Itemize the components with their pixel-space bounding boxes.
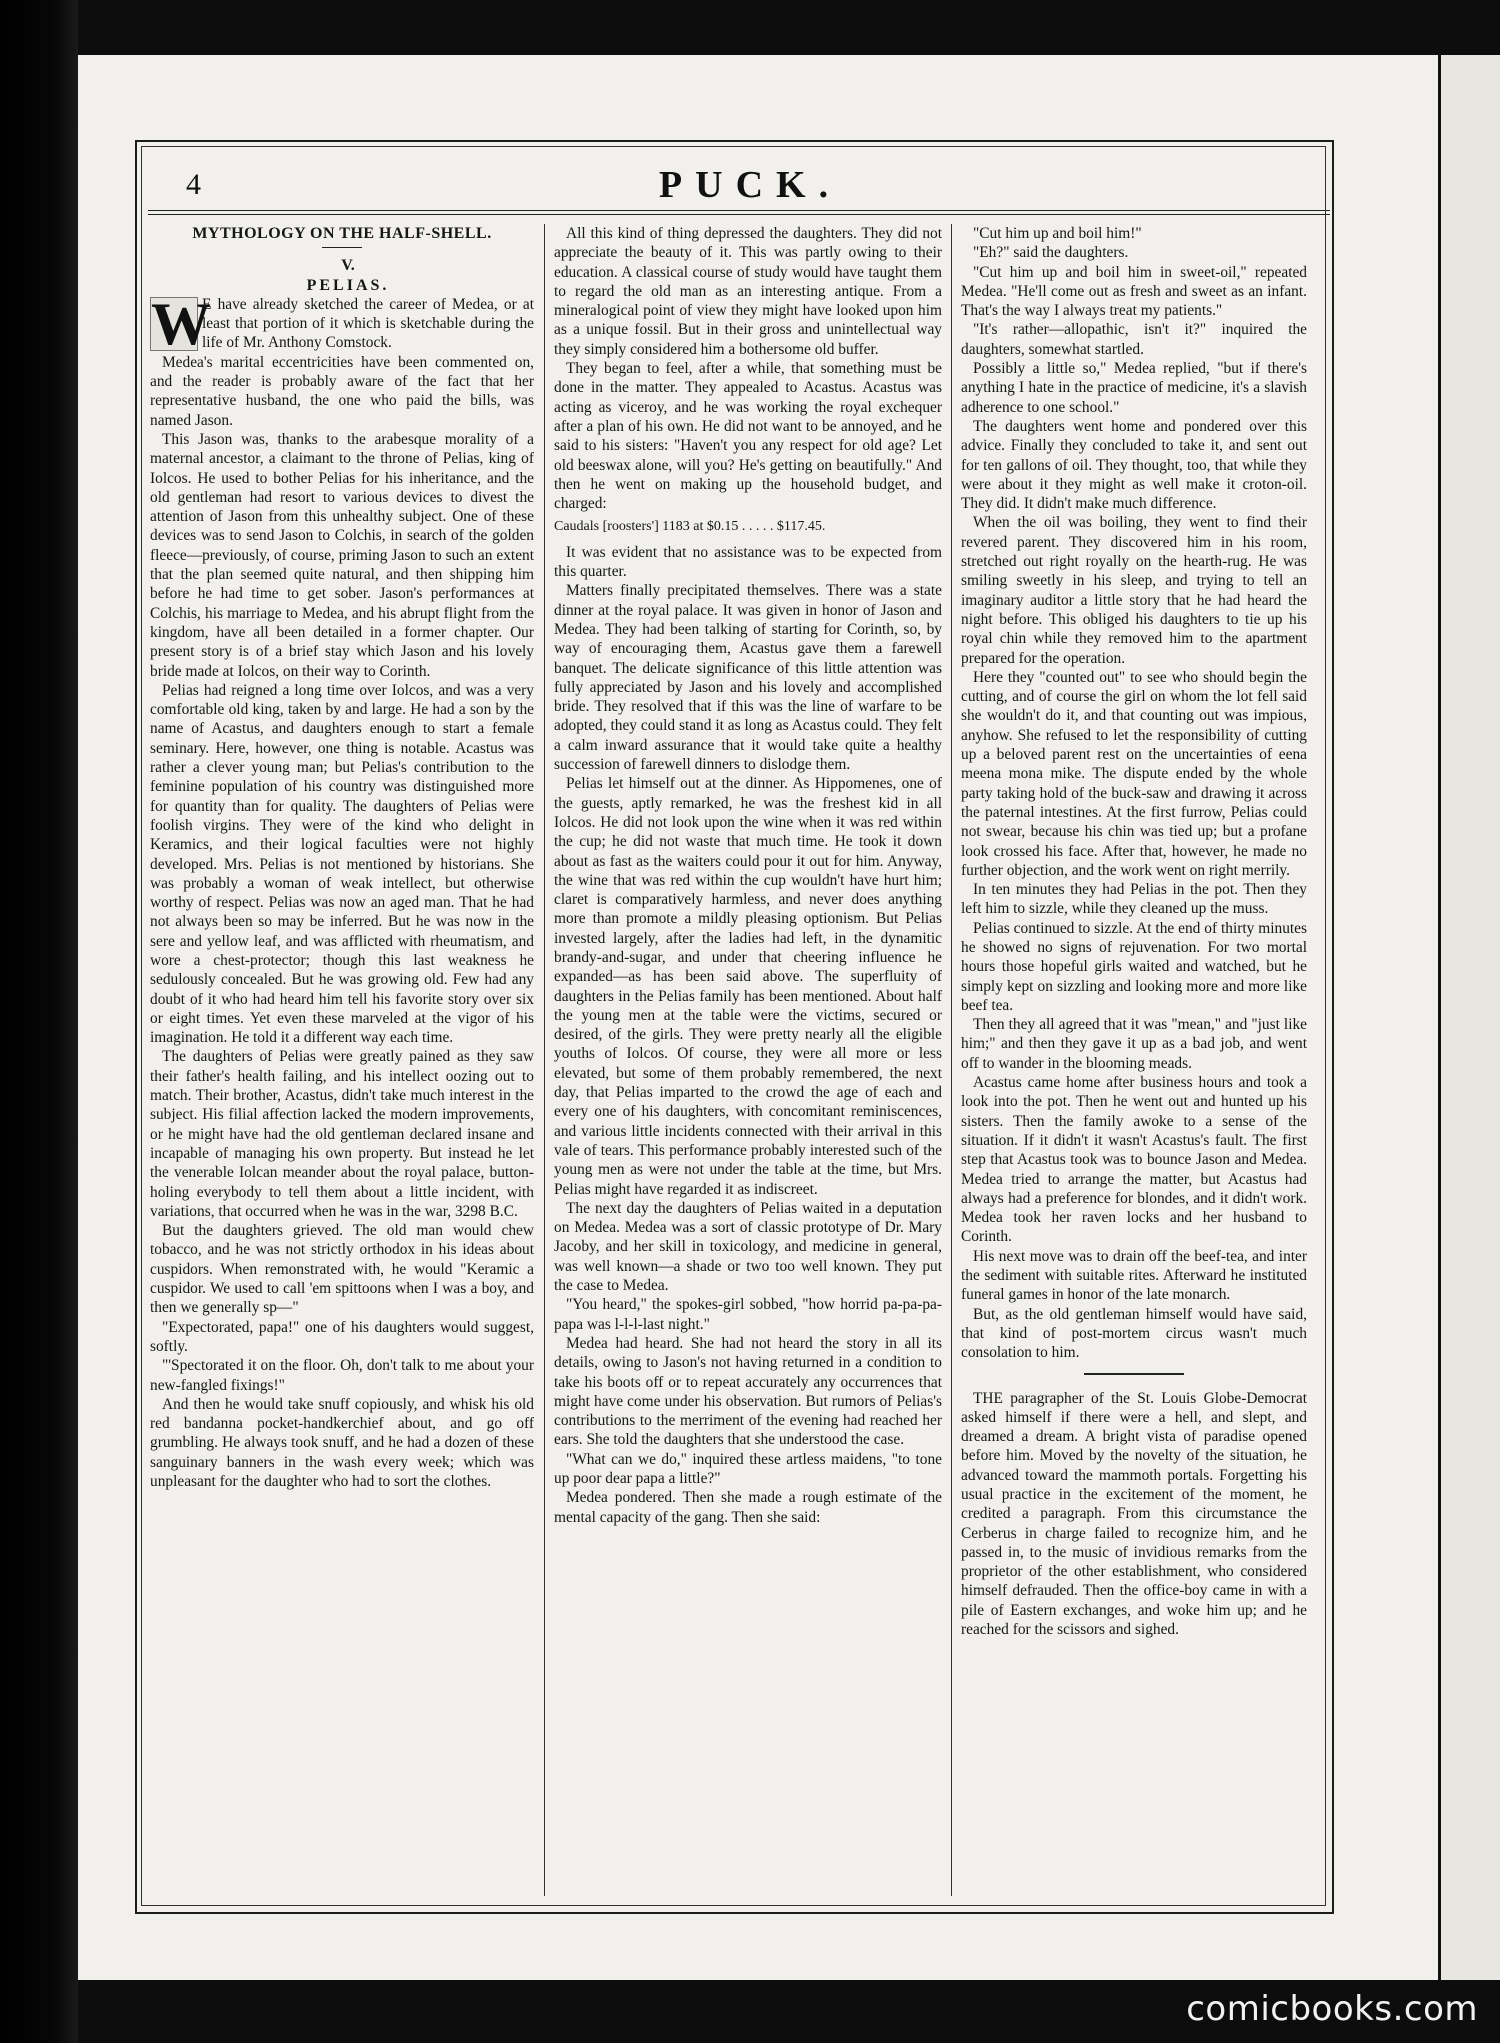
paragraph: They began to feel, after a while, that something must be done in the matter. They appealed to Acastus. Acastus was acting as viceroy, and he was working the royal exchequer after a plan of his own. He did not want to be annoyed, and he said to his sisters: "Haven't you any respect for old age? Let old beeswax alone, will you? He's getting on beautifully." And then he went on making up the household budget, and charged:	[554, 360, 942, 513]
paragraph: The daughters of Pelias were greatly pained as they saw their father's health failing, and his intellect oozing out to match. Their brother, Acastus, didn't take much interest in the subject. His filial affection lacked the modern improvements, or he might have had the old gentleman declared insane and incapable of managing his own property. But instead he let the venerable Iolcan meander about the royal palace, button-holing everybody to tell them about a little incident, with variations, that occurred when he was in the war, 3298 B.C.	[150, 1048, 534, 1220]
header-rule	[148, 214, 1330, 215]
paragraph: Pelias had reigned a long time over Iolcos, and was a very comfortable old king, taken by and large. He had a son by the name of Acastus, and daughters enough to start a female seminary. Here, however, one thing is notable. Acastus was rather a clever young man; but Pelias's contribution to the feminine population of his country was distinguished more for quantity than for quality. The daughters of Pelias were foolish virgins. They were of the kind who delight in Keramics, and their logical faculties were not highly developed. Mrs. Pelias is not mentioned by historians. She was probably a woman of weak intellect, but otherwise worthy of respect. Pelias was now an aged man. That he had not always been so may be inferred. But he was now in the sere and yellow leaf, and was afflicted with rheumatism, and wore a chest-protector; though this last weakness he sedulously concealed. But he was growing old. Few had any doubt of it who had heard him tell his favorite story over six or eight times. Yet even these marveled at the vigor of his imagination. He told it a different way each time.	[150, 681, 534, 1047]
paragraph: "Eh?" said the daughters.	[973, 244, 1129, 262]
paragraph: But the daughters grieved. The old man would chew tobacco, and he was not strictly orthodox in his ideas about cuspidors. When remonstrated with, he would "Keramic a cuspidor. We used to call 'em spittoons when I was a boy, and then we generally sp—"	[150, 1222, 534, 1317]
paragraph: It was evident that no assistance was to be expected from this quarter.	[554, 543, 942, 581]
paragraph: The daughters went home and pondered over this advice. Finally they concluded to take it, and sent out for ten gallons of oil. They thought, too, that while they were about it they might as well make it croton-oil. They did. It didn't make much difference.	[961, 417, 1307, 513]
paragraph: When the oil was boiling, they went to find their revered parent. They discovered him in his room, stretched out right royally on the hearth-rug. He was smiling sweetly in his sleep, and trying to tell an imaginary auditor a little story that he had heard the night before. This obliged his daughters to tie up his royal chin while they removed him to the apartment prepared for the operation.	[961, 514, 1307, 667]
chapter-title: PELIAS.	[306, 276, 390, 294]
page-number: 4	[186, 168, 201, 201]
column-1	[150, 224, 534, 1896]
paragraph: "It's rather—allopathic, isn't it?" inquired the daughters, somewhat startled.	[961, 321, 1307, 358]
paragraph: Pelias let himself out at the dinner. As Hippomenes, one of the guests, aptly remarked, he was the freshest kid in all Iolcos. He did not look upon the wine when it was red within the cup; he did not waste that much time. He took it down about as fast as the waiters could pour it out for him. Anyway, the wine that was red within the cup wouldn't have hurt him; claret is comparatively harmless, and never does anything more than promote a mildly pleasing optionism. But Pelias invested largely, after the ladies had left, in the dynamitic brandy-and-sugar, and under that cheering influence he expanded—as has been said above. The superfluity of daughters in the Pelias family has been mentioned. About half the young men at the table were the victims, secured or desired, of the girls. They were pretty nearly all the eligible youths of Iolcos. Of course, they were all more or less elevated, but some of them probably remembered, the next day, that Pelias imparted to the crowd the age of each and every one of his daughters, with concomitant reminiscences, and various little incidents connected with their arrival in this vale of tears. This performance probably interested such of the young men as were not under the table at the time, but Mrs. Pelias might have regarded it as indiscreet.	[554, 775, 942, 1198]
paragraph: Possibly a little so," Medea replied, "but if there's anything I hate in the practice of medicine, it's a slavish adherence to one school."	[961, 360, 1307, 416]
paragraph: Matters finally precipitated themselves. There was a state dinner at the royal palace. It was given in honor of Jason and Medea. They had been talking of starting for Corinth, so, by way of encouraging them, Acastus gave them a farewell banquet. The delicate significance of this little attention was fully appreciated by Jason and his lovely and accomplished bride. They resolved that if this was the line of warfare to be adopted, they could stand it as long as Acastus could. They felt a calm inward assurance that it would take quite a healthy succession of farewell dinners to dislodge them.	[554, 582, 942, 774]
section-rule	[1084, 1373, 1184, 1375]
paragraph: Acastus came home after business hours and took a look into the pot. Then he went out and hunted up his sisters. Then the family awoke to a sense of the situation. If it didn't it wasn't Acastus's fault. The first step that Acastus took was to bounce Jason and Medea. Medea tried to arrange the matter, but Acastus had always had a preference for blondes, and it didn't work. Medea took her raven locks and her husband to Corinth.	[961, 1074, 1307, 1246]
paragraph: "'Spectorated it on the floor. Oh, don't talk to me about your new-fangled fixings!"	[150, 1357, 534, 1394]
watermark: comicbooks.com	[1186, 1989, 1478, 2029]
paragraph: All this kind of thing depressed the daughters. They did not appreciate the beauty of it. This was partly owing to their education. A classical course of study would have taught them to regard the old man as an interesting antique. From a mineralogical point of view they might have looked upon him as a unique fossil. But in their gross and unintellectual way they simply considered him a bothersome old buffer.	[554, 225, 942, 358]
paragraph: And then he would take snuff copiously, and whisk his old red bandanna pocket-handkerchief about, and go off grumbling. He always took snuff, and he had a dozen of these sanguinary banners in the wash every week; which was unpleasant for the daughter who had to sort the clothes.	[150, 1395, 534, 1490]
paragraph: Medea's marital eccentricities have been commented on, and the reader is probably aware of the fact that her representative husband, the one who paid the bills, was named Jason.	[150, 353, 534, 429]
paragraph: But, as the old gentleman himself would have said, that kind of post-mortem circus wasn't much consolation to him.	[961, 1305, 1307, 1362]
title-rule	[322, 247, 362, 248]
paragraph: His next move was to drain off the beef-tea, and inter the sediment with suitable rites. Afterward he instituted funeral games in honor of the late monarch.	[961, 1247, 1307, 1304]
scan-edge-left	[0, 0, 78, 2043]
paragraph: Here they "counted out" to see who should begin the cutting, and of course the girl on whom the lot fell said she wouldn't do it, and that counting out was impious, anyhow. She refused to let the responsibility of cutting up a beloved parent rest on the uncertainties of eena meena mona mike. The dispute ended by the whole party taking hold of the buck-saw and drawing it across the paternal intestines. At the first furrow, Pelias could not swear, because his chin was tied up; but a profane look crossed his face. After that, however, he made no further objection, and the work went on right merrily.	[961, 668, 1307, 879]
column-divider	[951, 224, 952, 1896]
paragraph: "Cut him up and boil him in sweet-oil," repeated Medea. "He'll come out as fresh and sweet as an infant. That's the way I always treat my patients."	[961, 263, 1307, 320]
paragraph: E have already sketched the career of Medea, or at least that portion of it which is sketchable during the life of Mr. Anthony Comstock.	[202, 295, 534, 352]
paragraph: "You heard," the spokes-girl sobbed, "how horrid pa-pa-pa-papa was l-l-l-last night."	[554, 1296, 942, 1333]
column-3	[961, 224, 1307, 1896]
column-2	[554, 224, 942, 1896]
adjacent-page-edge	[1438, 55, 1500, 1980]
article-title: MYTHOLOGY ON THE HALF-SHELL.	[192, 225, 492, 242]
paragraph: The next day the daughters of Pelias waited in a deputation on Medea. Medea was a sort of classic prototype of Dr. Mary Jacoby, and her skill in toxicology, and medicine in general, was well known—a shade or two too well known. They put the case to Medea.	[554, 1199, 942, 1295]
paragraph: Pelias continued to sizzle. At the end of thirty minutes he showed no signs of rejuvenation. For two mortal hours those hopeful girls waited and watched, but he simply kept on sizzling and looking more and more like beef tea.	[961, 919, 1307, 1014]
paragraph: "Expectorated, papa!" one of his daughters would suggest, softly.	[150, 1318, 534, 1355]
paragraph: Medea had heard. She had not heard the story in all its details, owing to Jason's not having returned in a condition to take his boots off or to repeat accurately any occurrences that might have come under his observation. But rumors of Pelias's contributions to the merriment of the evening had reached her ears. She told the daughters that she understood the case.	[554, 1334, 942, 1449]
paragraph: This Jason was, thanks to the arabesque morality of a maternal ancestor, a claimant to the throne of Pelias, king of Iolcos. He used to bother Pelias for his inheritance, and the old gentleman had resort to various devices to divest the attention of Jason from this unhealthy subject. One of these devices was to send Jason to Colchis, in search of the golden fleece—previously, of course, priming Jason to such an extent that the plan seemed quite natural, and then shipping him before he had time to get sober. Jason's performances at Colchis, his marriage to Medea, and his abrupt flight from the kingdom, have all been detailed in a former chapter. Our present story is of a brief stay which Jason and his lovely bride made at Iolcos, on their way to Corinth.	[150, 430, 534, 680]
drop-cap: W	[151, 290, 211, 357]
paragraph: "Cut him up and boil him!"	[973, 225, 1142, 242]
paragraph: In ten minutes they had Pelias in the pot. Then they left him to sizzle, while they cleaned up the muss.	[961, 881, 1307, 918]
paragraph: Then they all agreed that it was "mean," and "just like him;" and then they gave it up as a bad job, and went off to wander in the blooming meads.	[961, 1016, 1307, 1072]
paragraph: Medea pondered. Then she made a rough estimate of the mental capacity of the gang. Then she said:	[554, 1489, 942, 1526]
masthead: PUCK.	[658, 164, 842, 206]
paragraph: "What can we do," inquired these artless maidens, "to tone up poor dear papa a little?"	[554, 1450, 942, 1487]
ledger-line: Caudals [roosters'] 1183 at $0.15 . . . . . $117.45.	[554, 519, 826, 535]
column-divider	[544, 224, 545, 1896]
paragraph: THE paragrapher of the St. Louis Globe-Democrat asked himself if there were a hell, and slept, and dreamed a dream. A bright vista of paradise opened before him. Moved by the novelty of the situation, he advanced toward the mammoth portals. Forgetting his usual practice in the excitement of the moment, he credited a paragraph. From this circumstance the Cerberus in charge failed to recognize him, and he passed in, to the music of invidious remarks from the proprietor of the other establishment, who considered himself defrauded. Then the office-boy came in with a pile of Eastern exchanges, and woke him up; and he reached for the scissors and sighed.	[961, 1389, 1307, 1639]
chapter-numeral: V.	[341, 257, 355, 275]
header-rule	[148, 210, 1330, 211]
